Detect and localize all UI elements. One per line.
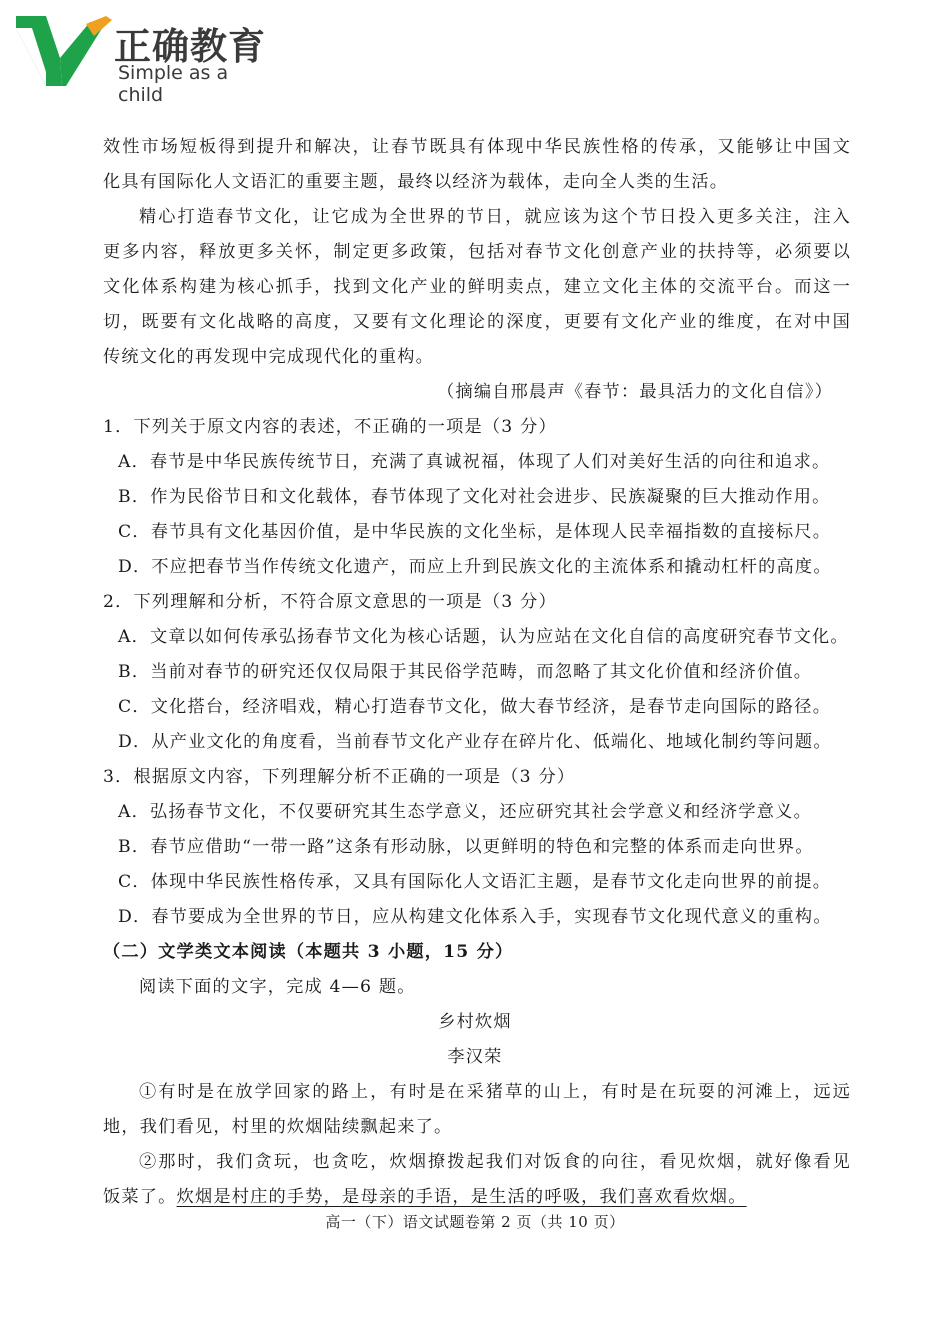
question-option: C．文化搭台，经济唱戏，精心打造春节文化，做大春节经济，是春节走向国际的路径。: [118, 697, 832, 717]
logo-name: 正确教育: [114, 25, 266, 68]
underlined-sentence: 炊烟是村庄的手势，是母亲的手语，是生活的呼吸，我们喜欢看炊烟。: [176, 1187, 747, 1207]
story-line: ②那时，我们贪玩，也贪吃，炊烟撩拨起我们对饭食的向往，看见炊烟，就好像看见: [139, 1152, 851, 1172]
passage-line: 传统文化的再发现中完成现代化的重构。: [103, 347, 434, 367]
logo-check-mark-icon: [2, 2, 112, 96]
passage-line: 精心打造春节文化，让它成为全世界的节日，就应该为这个节日投入更多关注，注入: [139, 207, 851, 227]
question-option: B．作为民俗节日和文化载体，春节体现了文化对社会进步、民族凝聚的巨大推动作用。: [118, 487, 831, 507]
logo: [2, 2, 278, 106]
section-instruction: 阅读下面的文字，完成 4—6 题。: [139, 977, 416, 997]
question-stem: 3．根据原文内容，下列理解分析不正确的一项是（3 分）: [103, 767, 576, 787]
passage-source: （摘编自邢晨声《春节：最具活力的文化自信》）: [437, 382, 833, 402]
question-option: B．春节应借助“一带一路”这条有形动脉，以更鲜明的特色和完整的体系而走向世界。: [118, 837, 814, 857]
story-line: ①有时是在放学回家的路上，有时是在采猪草的山上，有时是在玩耍的河滩上，远远: [139, 1082, 851, 1102]
passage-line: 效性市场短板得到提升和解决，让春节既具有体现中华民族性格的传承，又能够让中国文: [103, 137, 851, 157]
question-option: A．春节是中华民族传统节日，充满了真诚祝福，体现了人们对美好生活的向往和追求。: [118, 452, 831, 472]
story-author: 李汉荣: [447, 1047, 503, 1067]
page-footer: 高一（下）语文试题卷第 2 页（共 10 页）: [325, 1213, 625, 1231]
passage-line: 文化体系构建为核心抓手，找到文化产业的鲜明卖点，建立文化主体的交流平台。而这一: [103, 277, 851, 297]
question-option: D．不应把春节当作传统文化遗产，而应上升到民族文化的主流体系和撬动杠杆的高度。: [118, 557, 832, 577]
logo-slogan: Simple as a child: [118, 62, 229, 106]
story-line: 地，我们看见，村里的炊烟陆续飘起来了。: [103, 1117, 453, 1137]
question-option: C．春节具有文化基因价值，是中华民族的文化坐标，是体现人民幸福指数的直接标尺。: [118, 522, 832, 542]
passage-line: 更多内容，释放更多关怀，制定更多政策，包括对春节文化创意产业的扶持等，必须要以: [103, 242, 851, 262]
story-line: [103, 1186, 851, 1208]
question-option: C．体现中华民族性格传承，又具有国际化人文语汇主题，是春节文化走向世界的前提。: [118, 872, 832, 892]
question-option: D．春节要成为全世界的节日，应从构建文化体系入手，实现春节文化现代意义的重构。: [118, 907, 832, 927]
passage-line: 切，既要有文化战略的高度，又要有文化理论的深度，更要有文化产业的维度，在对中国: [103, 312, 851, 332]
story-title: 乡村炊烟: [438, 1012, 512, 1032]
question-stem: 1．下列关于原文内容的表述，不正确的一项是（3 分）: [103, 417, 557, 437]
story-text: 饭菜了。: [103, 1187, 177, 1207]
question-option: A．文章以如何传承弘扬春节文化为核心话题，认为应站在文化自信的高度研究春节文化。: [118, 627, 849, 647]
question-stem: 2．下列理解和分析，不符合原文意思的一项是（3 分）: [103, 592, 557, 612]
question-option: D．从产业文化的角度看，当前春节文化产业存在碎片化、低端化、地域化制约等问题。: [118, 732, 832, 752]
question-option: A．弘扬春节文化，不仅要研究其生态学意义，还应研究其社会学意义和经济学意义。: [118, 802, 812, 822]
section-heading: （二）文学类文本阅读（本题共 3 小题，15 分）: [103, 942, 514, 962]
question-option: B．当前对春节的研究还仅仅局限于其民俗学范畴，而忽略了其文化价值和经济价值。: [118, 662, 813, 682]
passage-line: 化具有国际化人文语汇的重要主题，最终以经济为载体，走向全人类的生活。: [103, 172, 729, 192]
